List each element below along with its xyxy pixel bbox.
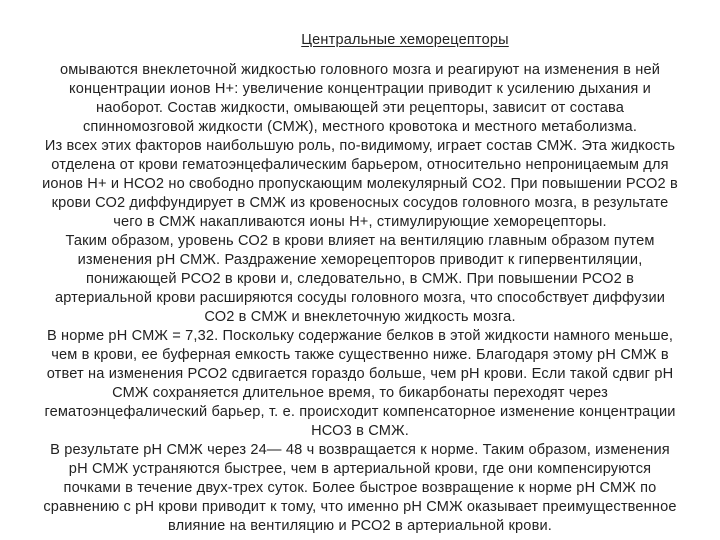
text-line: понижающей РСО2 в крови и, следовательно, в СМЖ. При повышении РСО2 в bbox=[85, 271, 634, 287]
text-line: сравнению с рН крови приводит к тому, что именно рН СМЖ оказывает преимущественное bbox=[43, 499, 677, 515]
slide-body bbox=[8, 61, 712, 536]
text-line: ионов Н+ и НСО2 но свободно пропускающим молекулярный СО2. При повышении РСО2 в bbox=[42, 176, 678, 192]
slide-title: Центральные хеморецепторы bbox=[301, 32, 509, 48]
text-line: крови СО2 диффундирует в СМЖ из кровеносных сосудов головного мозга, в результате bbox=[51, 195, 669, 211]
text-line: Таким образом, уровень СО2 в крови влияет на вентиляцию главным образом путем bbox=[65, 233, 655, 249]
text-line: влияние на вентиляцию и РСО2 в артериальной крови. bbox=[168, 518, 552, 534]
text-line: спинномозговой жидкости (СМЖ), местного кровотока и местного метаболизма. bbox=[82, 119, 638, 135]
text-line: В норме рН СМЖ = 7,32. Поскольку содержание белков в этой жидкости намного меньше, bbox=[46, 328, 674, 344]
paragraph bbox=[8, 441, 712, 536]
text-line: омываются внеклеточной жидкостью головного мозга и реагируют на изменения в ней bbox=[59, 62, 661, 78]
text-line: наоборот. Состав жидкости, омывающей эти рецепторы, зависит от состава bbox=[95, 100, 624, 116]
text-line: НСО3 в СМЖ. bbox=[311, 423, 409, 439]
paragraph bbox=[8, 137, 712, 232]
text-line: концентрации ионов Н+: увеличение концентрации приводит к усилению дыхания и bbox=[69, 81, 651, 97]
paragraph bbox=[8, 232, 712, 327]
text-line: чем в крови, ее буферная емкость также существенно ниже. Благодаря этому рН СМЖ в bbox=[51, 347, 669, 363]
text-line: гематоэнцефалический барьер, т. е. происходит компенсаторное изменение концентрации bbox=[44, 404, 676, 420]
text-line: СО2 в СМЖ и внеклеточную жидкость мозга. bbox=[204, 309, 516, 325]
text-line: отделена от крови гематоэнцефалическим барьером, относительно непроницаемым для bbox=[51, 157, 669, 173]
text-line: Из всех этих факторов наибольшую роль, по-видимому, играет состав СМЖ. Эта жидкость bbox=[44, 138, 676, 154]
text-line: изменения рН СМЖ. Раздражение хеморецепторов приводит к гипервентиляции, bbox=[77, 252, 643, 268]
text-line: рН СМЖ устраняются быстрее, чем в артериальной крови, где они компенсируются bbox=[68, 461, 652, 477]
text-line: артериальной крови расширяются сосуды головного мозга, что способствует диффузии bbox=[54, 290, 666, 306]
paragraph bbox=[8, 61, 712, 137]
paragraph bbox=[8, 327, 712, 441]
text-line: почками в течение двух-трех суток. Более быстрое возвращение к норме рН СМЖ по bbox=[63, 480, 657, 496]
text-line: ответ на изменения РСО2 сдвигается гораздо больше, чем рН крови. Если такой сдвиг рН bbox=[46, 366, 674, 382]
text-line: чего в СМЖ накапливаются ионы Н+, стимулирующие хеморецепторы. bbox=[113, 214, 607, 230]
text-line: В результате рН СМЖ через 24— 48 ч возвращается к норме. Таким образом, изменения bbox=[50, 442, 670, 458]
text-line: СМЖ сохраняется длительное время, то бикарбонаты переходят через bbox=[112, 385, 608, 401]
